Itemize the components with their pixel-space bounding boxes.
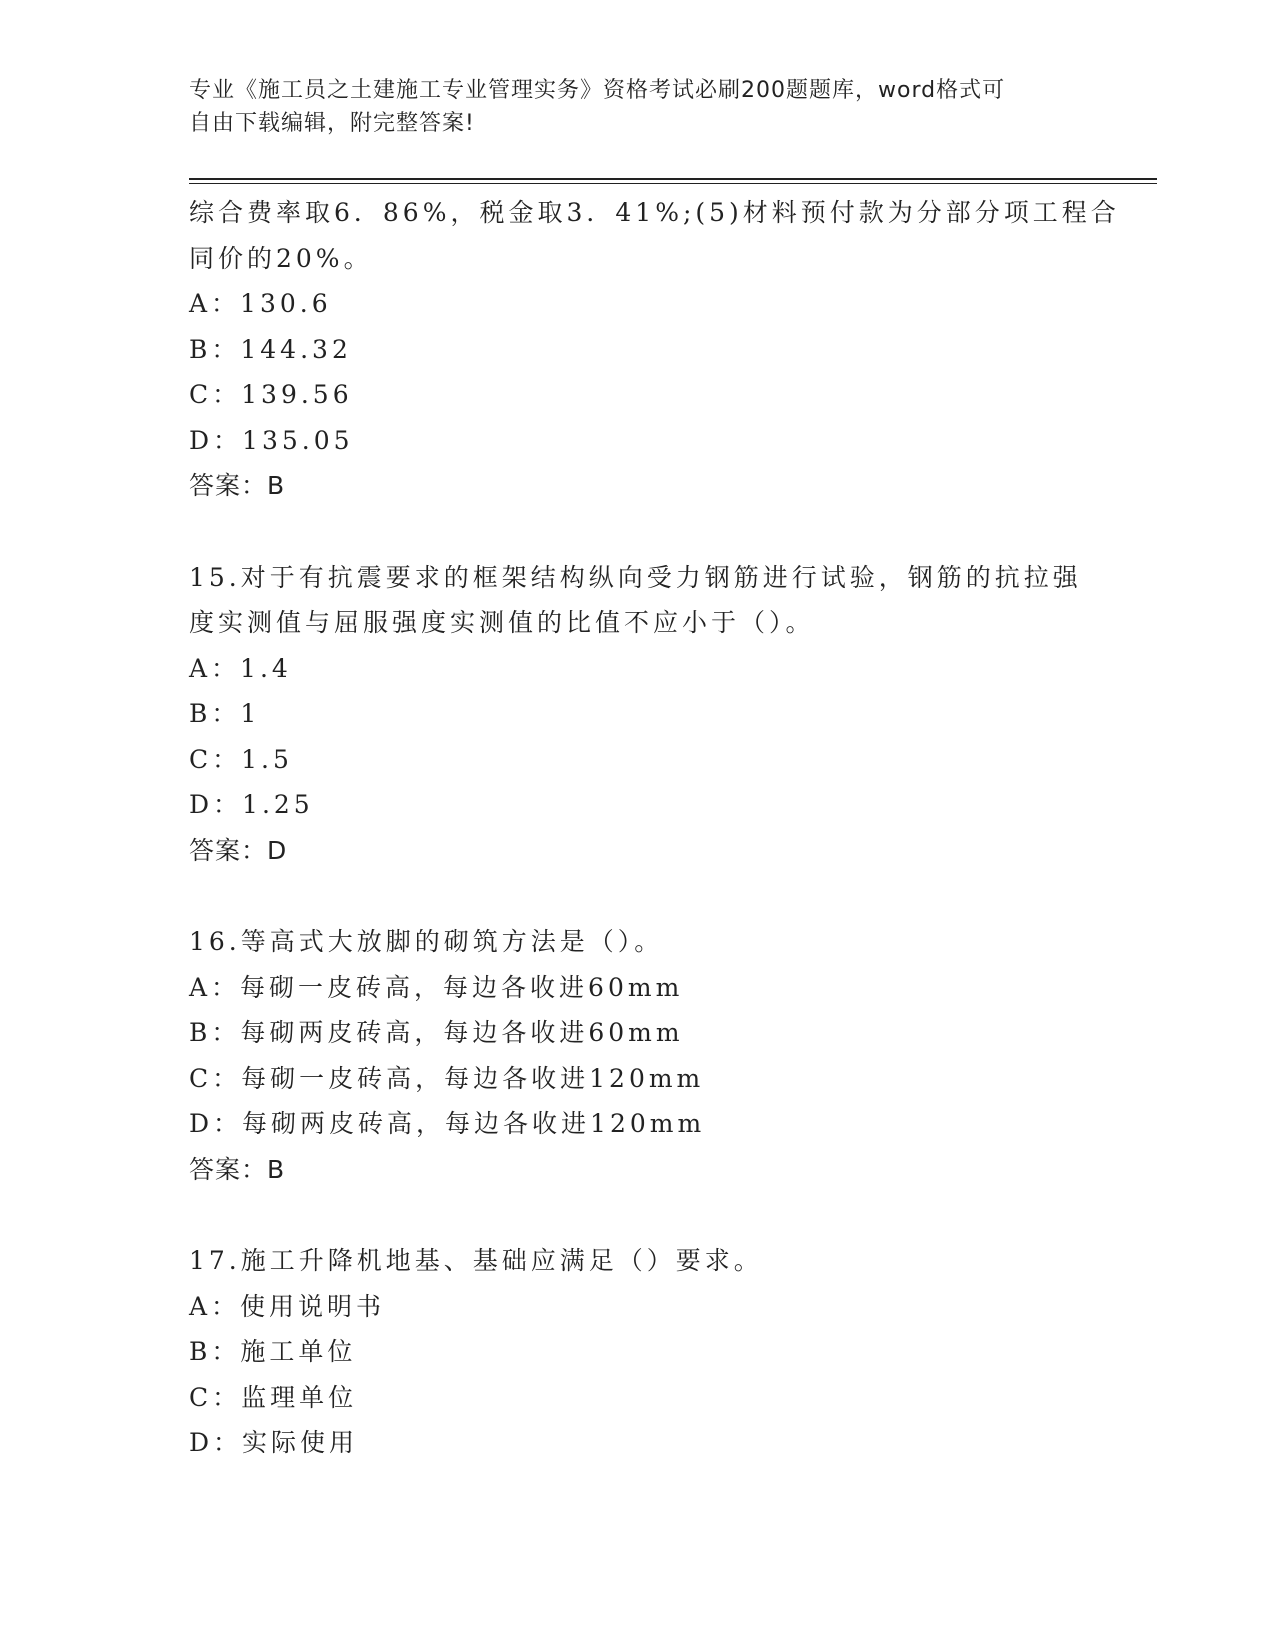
question-text-line: 17.施工升降机地基、基础应满足（）要求。 [189,1246,763,1275]
question-list [189,190,1120,1466]
document-header [189,74,1069,140]
question-text-line: 综合费率取6．86%，税金取3．41%;(5)材料预付款为分部分项工程合 [189,198,1120,227]
header-line-2: 自由下载编辑，附完整答案! [189,111,475,136]
option-b: B：144.32 [189,334,352,364]
option-a: A：每砌一皮砖高，每边各收进60mm [189,972,684,1002]
answer-line: 答案：B [189,471,286,500]
option-b: B：1 [189,699,261,728]
option-b: B：施工单位 [189,1337,357,1366]
question-text-line: 度实测值与屈服强度实测值的比值不应小于（）。 [189,608,815,637]
answer-line: 答案：B [189,1154,286,1184]
header-line-1: 专业《施工员之土建施工专业管理实务》资格考试必刷200题题库，word格式可 [189,78,1006,103]
option-a: A：1.4 [189,653,292,683]
header-divider-thick [189,178,1157,180]
option-a: A：130.6 [189,289,332,318]
option-a: A：使用说明书 [189,1291,386,1321]
header-divider-thin [189,183,1157,184]
question-17 [189,1238,1089,1466]
option-d: D：135.05 [189,425,354,455]
option-c: C：1.5 [189,744,293,774]
question-text-line: 16.等高式大放脚的砌筑方法是（）。 [189,927,664,956]
question-16 [189,919,1089,1192]
option-c: C：每砌一皮砖高，每边各收进120mm [189,1063,705,1093]
spacer [189,1192,1089,1238]
question-15 [189,555,1089,874]
question-text-line: 同价的20%。 [189,243,373,273]
option-c: C：139.56 [189,380,353,409]
question-text-line: 15.对于有抗震要求的框架结构纵向受力钢筋进行试验，钢筋的抗拉强 [189,562,1082,592]
option-d: D：实际使用 [189,1428,359,1457]
answer-line: 答案：D [189,835,288,865]
option-c: C：监理单位 [189,1382,358,1412]
option-b: B：每砌两皮砖高，每边各收进60mm [189,1018,684,1047]
spacer [189,873,1089,919]
option-d: D：每砌两皮砖高，每边各收进120mm [189,1109,706,1138]
option-d: D：1.25 [189,790,314,819]
question-14-tail [189,190,1120,509]
spacer [189,509,1089,555]
